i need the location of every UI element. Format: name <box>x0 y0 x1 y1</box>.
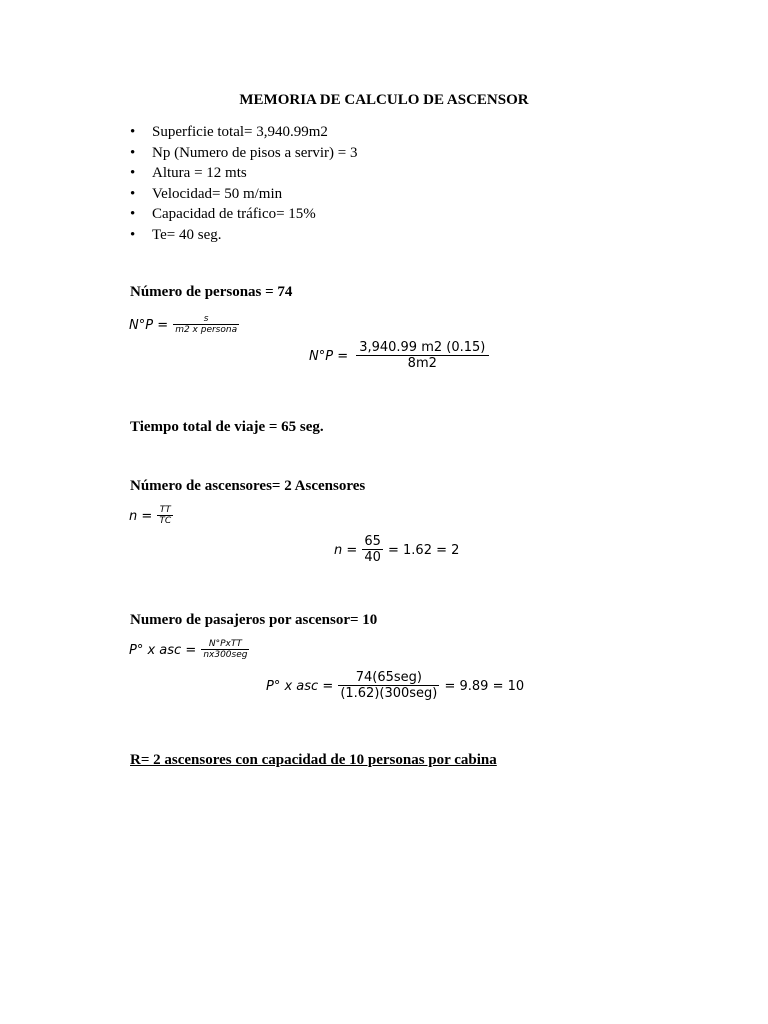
fraction-denominator: (1.62)(300seg) <box>340 686 438 701</box>
passengers-calculation <box>266 670 524 701</box>
list-item: • Velocidad= 50 m/min <box>130 184 358 205</box>
fraction-numerator: N°PxTT <box>208 639 242 649</box>
travel-time-heading: Tiempo total de viaje = 65 seg. <box>130 419 324 435</box>
formula-result: = 1.62 = 2 <box>388 543 460 558</box>
fraction-numerator: TT <box>159 505 171 515</box>
persons-formula <box>129 314 239 335</box>
fraction-numerator: 65 <box>364 534 381 549</box>
formula-lhs: n = <box>129 509 153 524</box>
page-title: MEMORIA DE CALCULO DE ASCENSOR <box>239 92 529 108</box>
elevators-calculation <box>334 534 459 565</box>
elevators-heading: Número de ascensores= 2 Ascensores <box>130 478 366 494</box>
formula-fraction <box>157 505 173 526</box>
formula-lhs: P° x asc = <box>129 643 197 658</box>
elevators-formula <box>129 505 173 526</box>
result-statement: R= 2 ascensores con capacidad de 10 personas por cabina <box>130 752 497 768</box>
formula-lhs: P° x asc = <box>266 679 334 694</box>
formula-lhs: n = <box>334 543 358 558</box>
persons-calculation <box>309 340 491 371</box>
fraction-numerator: 3,940.99 m2 (0.15) <box>359 340 486 355</box>
fraction-numerator: s <box>203 314 209 324</box>
formula-lhs: N°P = <box>129 318 169 333</box>
passengers-formula <box>129 639 249 660</box>
fraction-denominator: nx300seg <box>203 650 248 660</box>
formula-fraction <box>201 639 249 660</box>
list-item: • Superficie total= 3,940.99m2 <box>130 122 358 143</box>
formula-fraction <box>338 670 439 701</box>
passengers-heading: Numero de pasajeros por ascensor= 10 <box>130 612 378 628</box>
formula-fraction <box>353 340 491 371</box>
data-list <box>130 122 358 246</box>
list-item: • Capacidad de tráfico= 15% <box>130 204 358 225</box>
fraction-denominator: 8m2 <box>356 355 489 371</box>
list-item: • Te= 40 seg. <box>130 225 358 246</box>
list-item: • Np (Numero de pisos a servir) = 3 <box>130 143 358 164</box>
list-item: • Altura = 12 mts <box>130 163 358 184</box>
formula-lhs: N°P = <box>309 349 349 364</box>
formula-result: = 9.89 = 10 <box>444 679 525 694</box>
formula-fraction <box>173 314 239 335</box>
fraction-denominator: m2 x persona <box>175 325 238 335</box>
fraction-denominator: TC <box>159 516 172 526</box>
formula-fraction <box>362 534 383 565</box>
fraction-denominator: 40 <box>364 550 381 565</box>
fraction-numerator: 74(65seg) <box>355 670 422 685</box>
persons-heading: Número de personas = 74 <box>130 284 293 300</box>
